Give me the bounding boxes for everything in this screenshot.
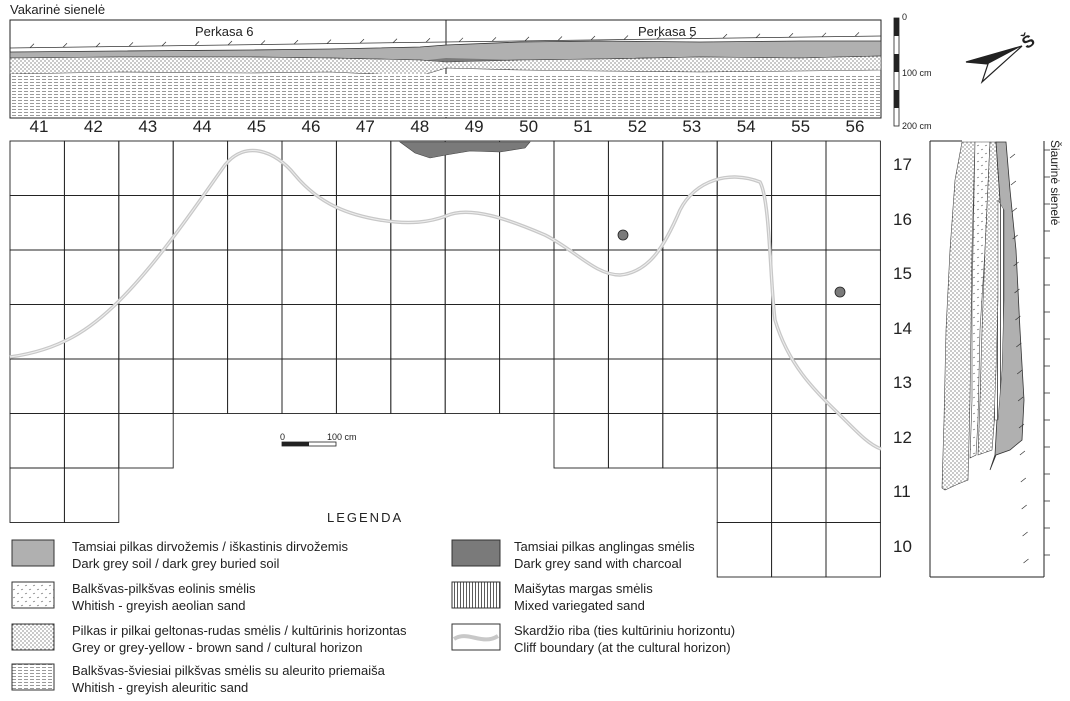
grid-square xyxy=(10,196,64,251)
grid-square xyxy=(173,359,227,414)
grid-square xyxy=(826,196,880,251)
depth-scale-100: 100 cm xyxy=(902,68,932,78)
grid-square xyxy=(10,141,64,196)
surface-tick xyxy=(30,44,34,48)
legend-text-en: Whitish - greyish aeolian sand xyxy=(72,598,246,613)
grid-square xyxy=(772,523,826,578)
grid-square xyxy=(663,414,717,469)
surface-tick xyxy=(591,36,595,40)
legend-text-lt: Balkšvas-pilkšvas eolinis smėlis xyxy=(72,581,256,596)
scale-bar-start: 0 xyxy=(280,432,286,442)
grid-square xyxy=(663,359,717,414)
surface-tick xyxy=(756,34,760,38)
grid-square xyxy=(826,141,880,196)
depth-scale-0: 0 xyxy=(902,12,908,22)
grid-square xyxy=(10,250,64,305)
surface-tick xyxy=(822,33,826,37)
depth-scale xyxy=(894,18,899,126)
surface-tick xyxy=(492,37,496,41)
column-label: 44 xyxy=(192,117,212,136)
column-label: 55 xyxy=(791,117,811,136)
legend-text-lt: Tamsiai pilkas dirvožemis / iškastinis dirvožemis xyxy=(72,539,348,554)
grid-square xyxy=(64,359,118,414)
legend-text-en: Mixed variegated sand xyxy=(514,598,645,613)
grid-square xyxy=(336,359,390,414)
grid-square xyxy=(445,305,499,360)
grid-square xyxy=(826,305,880,360)
grid-square xyxy=(717,305,771,360)
surface-tick xyxy=(195,41,199,45)
legend-swatch-aleuritic-sand xyxy=(12,664,54,690)
row-label: 12 xyxy=(893,427,912,447)
grid-square xyxy=(826,468,880,523)
grid-square xyxy=(173,141,227,196)
surface-tick xyxy=(294,40,298,44)
excavation-grid xyxy=(10,141,880,577)
grid-square xyxy=(717,196,771,251)
grid-square xyxy=(608,305,662,360)
charcoal-spot xyxy=(618,230,628,240)
grid-square xyxy=(119,196,173,251)
charcoal-spot xyxy=(835,287,845,297)
depth-scale-200: 200 cm xyxy=(902,121,932,131)
west-wall-profile xyxy=(10,20,881,118)
grid-square xyxy=(282,305,336,360)
grid-square xyxy=(336,250,390,305)
grid-square xyxy=(336,305,390,360)
grid-square xyxy=(554,196,608,251)
grid-square xyxy=(717,250,771,305)
grid-square xyxy=(663,305,717,360)
grid-square xyxy=(500,305,554,360)
west-wall-label: Vakarinė sienelė xyxy=(10,2,106,17)
grid-square xyxy=(64,305,118,360)
grid-square xyxy=(10,414,64,469)
legend-text-en: Dark grey soil / dark grey buried soil xyxy=(72,556,280,571)
grid-square xyxy=(119,305,173,360)
surface-tick xyxy=(558,36,562,40)
grid-square xyxy=(554,359,608,414)
column-label: 54 xyxy=(736,117,756,136)
grid-square xyxy=(119,414,173,469)
grid-square xyxy=(336,141,390,196)
grid-square xyxy=(64,414,118,469)
grid-square xyxy=(282,359,336,414)
grid-square xyxy=(663,250,717,305)
grid-square xyxy=(228,359,282,414)
north-wall-label: Šiaurinė sienelė xyxy=(1048,140,1062,226)
legend-text-en: Dark grey sand with charcoal xyxy=(514,556,682,571)
grid-square xyxy=(826,359,880,414)
scale-bar-end: 100 cm xyxy=(327,432,357,442)
surface-tick xyxy=(624,36,628,40)
legend-item-cliff-boundary xyxy=(514,622,735,656)
grid-square xyxy=(608,141,662,196)
grid-square xyxy=(445,250,499,305)
row-label: 10 xyxy=(893,536,912,556)
surface-tick xyxy=(426,38,430,42)
legend-swatch-dark-soil xyxy=(12,540,54,566)
legend-text-lt: Skardžio riba (ties kultūriniu horizontu) xyxy=(514,623,736,638)
grid-square xyxy=(826,250,880,305)
grid-square xyxy=(717,468,771,523)
grid-square xyxy=(119,250,173,305)
surface-tick xyxy=(63,43,67,47)
grid-square xyxy=(173,196,227,251)
surface-tick xyxy=(525,37,529,41)
legend-item-cultural-sand xyxy=(72,622,407,656)
surface-tick xyxy=(96,43,100,47)
legend-text-lt: Tamsiai pilkas anglingas smėlis xyxy=(514,539,695,554)
column-label: 52 xyxy=(627,117,647,136)
surface-tick xyxy=(459,38,463,42)
surface-tick xyxy=(393,39,397,43)
surface-tick xyxy=(1020,451,1025,455)
legend-item-charcoal-sand xyxy=(514,538,695,572)
legend-text-lt: Pilkas ir pilkai geltonas-rudas smėlis / kultūrinis horizontas xyxy=(72,623,407,638)
grid-square xyxy=(826,414,880,469)
grid-square xyxy=(228,196,282,251)
grid-square xyxy=(445,359,499,414)
legend-swatch-charcoal-sand xyxy=(452,540,500,566)
trench-label-5: Perkasa 5 xyxy=(638,24,697,39)
grid-square xyxy=(64,468,118,523)
row-label: 15 xyxy=(893,264,912,283)
row-label: 14 xyxy=(893,318,912,338)
legend-text-lt: Maišytas margas smėlis xyxy=(514,581,653,596)
surface-tick xyxy=(1010,154,1015,158)
grid-square xyxy=(772,250,826,305)
grid-square xyxy=(64,141,118,196)
grid-square xyxy=(173,305,227,360)
column-label: 43 xyxy=(138,117,158,136)
grid-square xyxy=(554,305,608,360)
column-label: 51 xyxy=(573,117,593,136)
grid-square xyxy=(10,468,64,523)
grid-square xyxy=(228,250,282,305)
column-label: 41 xyxy=(29,117,49,136)
scale-bar xyxy=(282,442,336,446)
row-label: 16 xyxy=(893,209,912,229)
column-label: 46 xyxy=(301,117,321,136)
trench-label-6: Perkasa 6 xyxy=(195,24,254,39)
grid-square xyxy=(717,523,771,578)
row-label: 17 xyxy=(893,155,912,174)
surface-tick xyxy=(789,33,793,37)
grid-square xyxy=(608,196,662,251)
grid-square xyxy=(391,305,445,360)
grid-square xyxy=(119,141,173,196)
surface-tick xyxy=(327,40,331,44)
grid-square xyxy=(554,141,608,196)
grid-square xyxy=(282,250,336,305)
legend-text-en: Grey or grey-yellow - brown sand / cultural horizon xyxy=(72,640,363,655)
legend-text-en: Whitish - greyish aleuritic sand xyxy=(72,680,249,695)
row-label: 11 xyxy=(893,482,911,501)
column-label: 50 xyxy=(519,117,539,136)
grid-square xyxy=(228,305,282,360)
grid-square xyxy=(717,414,771,469)
surface-tick xyxy=(1021,478,1026,482)
grid-square xyxy=(772,141,826,196)
grid-square xyxy=(608,359,662,414)
surface-tick xyxy=(129,42,133,46)
legend-item-aeolian-sand xyxy=(72,580,256,614)
grid-square xyxy=(391,359,445,414)
surface-tick xyxy=(1023,532,1028,536)
grid-square xyxy=(391,250,445,305)
grid-square xyxy=(772,196,826,251)
grid-square xyxy=(663,196,717,251)
grid-square xyxy=(64,196,118,251)
legend-item-dark-soil xyxy=(72,538,348,572)
north-wall-aleuritic-layer xyxy=(942,142,975,490)
grid-square xyxy=(10,359,64,414)
surface-tick xyxy=(1011,181,1016,185)
grid-square xyxy=(608,414,662,469)
charcoal-patch xyxy=(400,142,530,158)
surface-tick xyxy=(228,41,232,45)
grid-square xyxy=(772,468,826,523)
grid-square xyxy=(500,250,554,305)
grid-square xyxy=(500,359,554,414)
grid-square xyxy=(663,141,717,196)
surface-tick xyxy=(1012,208,1017,212)
grid-square xyxy=(173,250,227,305)
west-wall-aleuritic-layer xyxy=(11,74,880,117)
surface-tick xyxy=(261,41,265,45)
surface-tick xyxy=(1024,559,1029,563)
column-label: 42 xyxy=(83,117,103,136)
legend-title: LEGENDA xyxy=(327,510,404,525)
surface-tick xyxy=(360,39,364,43)
legend-swatch-aeolian-sand xyxy=(12,582,54,608)
grid-square xyxy=(445,196,499,251)
surface-tick xyxy=(162,42,166,46)
grid-square xyxy=(717,359,771,414)
legend-swatch-cultural-sand xyxy=(12,624,54,650)
surface-tick xyxy=(1022,505,1027,509)
legend-text-lt: Balkšvas-šviesiai pilkšvas smėlis su aleurito priemaiša xyxy=(72,663,385,678)
grid-square xyxy=(500,196,554,251)
north-wall-profile xyxy=(930,141,1044,577)
grid-square xyxy=(772,414,826,469)
column-label: 56 xyxy=(845,117,865,136)
column-label: 45 xyxy=(247,117,267,136)
grid-square xyxy=(119,359,173,414)
row-label: 13 xyxy=(893,373,912,392)
column-label: 48 xyxy=(410,117,430,136)
legend-item-mixed-sand xyxy=(514,580,653,614)
surface-tick xyxy=(855,32,859,36)
svg-text:Š: Š xyxy=(1018,30,1039,53)
legend-item-aleuritic-sand xyxy=(72,662,385,696)
legend-swatch-mixed-sand xyxy=(452,582,500,608)
grid-square xyxy=(554,414,608,469)
grid-square xyxy=(826,523,880,578)
column-label: 53 xyxy=(682,117,702,136)
grid-square xyxy=(64,250,118,305)
north-arrow-icon xyxy=(966,31,1038,82)
surface-tick xyxy=(723,34,727,38)
column-label: 47 xyxy=(355,117,375,136)
column-label: 49 xyxy=(464,117,484,136)
legend-text-en: Cliff boundary (at the cultural horizon) xyxy=(514,640,731,655)
grid-square xyxy=(336,196,390,251)
